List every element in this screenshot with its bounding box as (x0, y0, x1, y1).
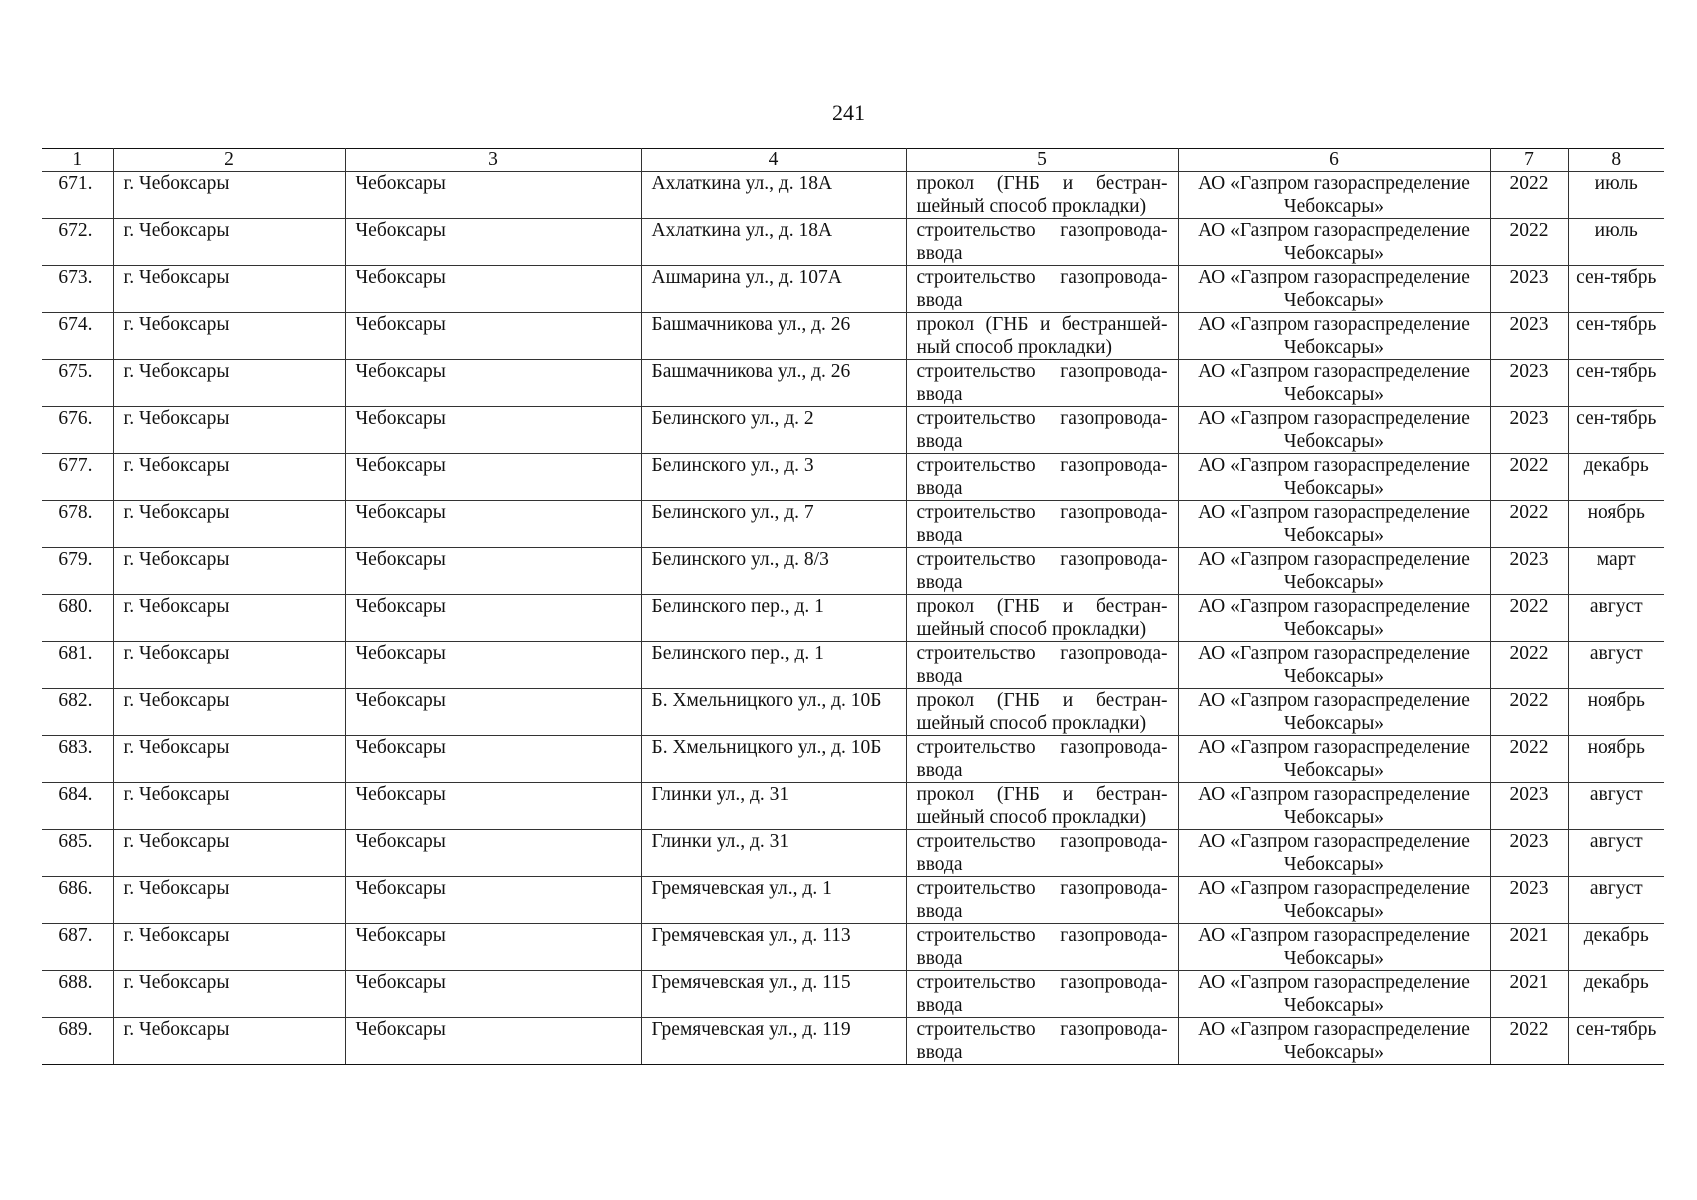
year-cell: 2023 (1490, 877, 1568, 924)
year-cell: 2023 (1490, 266, 1568, 313)
row-number-cell: 675. (42, 360, 113, 407)
city-cell: г. Чебоксары (113, 783, 345, 830)
column-header: 7 (1490, 149, 1568, 172)
year-cell: 2022 (1490, 219, 1568, 266)
work-type-cell: строительство газопровода-ввода (906, 877, 1178, 924)
city-cell: г. Чебоксары (113, 689, 345, 736)
settlement-cell: Чебоксары (345, 454, 641, 501)
row-number-cell: 686. (42, 877, 113, 924)
row-number-cell: 678. (42, 501, 113, 548)
organization-cell: АО «Газпром газораспределение Чебоксары» (1178, 924, 1490, 971)
address-cell: Б. Хмельницкого ул., д. 10Б (641, 736, 906, 783)
table-row (42, 830, 1664, 877)
work-type-cell: строительство газопровода-ввода (906, 736, 1178, 783)
city-cell: г. Чебоксары (113, 924, 345, 971)
address-cell: Гремячевская ул., д. 113 (641, 924, 906, 971)
organization-cell: АО «Газпром газораспределение Чебоксары» (1178, 548, 1490, 595)
city-cell: г. Чебоксары (113, 454, 345, 501)
year-cell: 2023 (1490, 360, 1568, 407)
month-cell: июль (1568, 219, 1664, 266)
city-cell: г. Чебоксары (113, 1018, 345, 1065)
month-cell: август (1568, 783, 1664, 830)
month-cell: июль (1568, 172, 1664, 219)
work-type-cell: строительство газопровода-ввода (906, 360, 1178, 407)
city-cell: г. Чебоксары (113, 219, 345, 266)
month-cell: август (1568, 595, 1664, 642)
work-type-cell: строительство газопровода-ввода (906, 924, 1178, 971)
month-cell: декабрь (1568, 454, 1664, 501)
year-cell: 2022 (1490, 1018, 1568, 1065)
address-cell: Белинского ул., д. 8/3 (641, 548, 906, 595)
work-type-cell: прокол (ГНБ и бестраншей-ный способ прокладки) (906, 313, 1178, 360)
city-cell: г. Чебоксары (113, 548, 345, 595)
settlement-cell: Чебоксары (345, 266, 641, 313)
row-number-cell: 674. (42, 313, 113, 360)
year-cell: 2023 (1490, 548, 1568, 595)
organization-cell: АО «Газпром газораспределение Чебоксары» (1178, 219, 1490, 266)
table-row (42, 313, 1664, 360)
city-cell: г. Чебоксары (113, 172, 345, 219)
month-cell: сен-тябрь (1568, 266, 1664, 313)
table-row (42, 266, 1664, 313)
settlement-cell: Чебоксары (345, 924, 641, 971)
month-cell: декабрь (1568, 971, 1664, 1018)
organization-cell: АО «Газпром газораспределение Чебоксары» (1178, 360, 1490, 407)
city-cell: г. Чебоксары (113, 877, 345, 924)
settlement-cell: Чебоксары (345, 830, 641, 877)
table-row (42, 924, 1664, 971)
address-cell: Глинки ул., д. 31 (641, 830, 906, 877)
year-cell: 2022 (1490, 501, 1568, 548)
row-number-cell: 684. (42, 783, 113, 830)
row-number-cell: 676. (42, 407, 113, 454)
city-cell: г. Чебоксары (113, 313, 345, 360)
row-number-cell: 671. (42, 172, 113, 219)
city-cell: г. Чебоксары (113, 501, 345, 548)
month-cell: август (1568, 877, 1664, 924)
city-cell: г. Чебоксары (113, 642, 345, 689)
table-row (42, 689, 1664, 736)
year-cell: 2022 (1490, 689, 1568, 736)
settlement-cell: Чебоксары (345, 595, 641, 642)
row-number-cell: 685. (42, 830, 113, 877)
organization-cell: АО «Газпром газораспределение Чебоксары» (1178, 266, 1490, 313)
column-number-row (42, 149, 1664, 172)
year-cell: 2021 (1490, 924, 1568, 971)
settlement-cell: Чебоксары (345, 783, 641, 830)
month-cell: ноябрь (1568, 736, 1664, 783)
year-cell: 2022 (1490, 454, 1568, 501)
settlement-cell: Чебоксары (345, 313, 641, 360)
organization-cell: АО «Газпром газораспределение Чебоксары» (1178, 877, 1490, 924)
city-cell: г. Чебоксары (113, 360, 345, 407)
month-cell: сен-тябрь (1568, 313, 1664, 360)
table-row (42, 736, 1664, 783)
address-cell: Глинки ул., д. 31 (641, 783, 906, 830)
row-number-cell: 681. (42, 642, 113, 689)
settlement-cell: Чебоксары (345, 971, 641, 1018)
organization-cell: АО «Газпром газораспределение Чебоксары» (1178, 407, 1490, 454)
column-header: 6 (1178, 149, 1490, 172)
address-cell: Башмачникова ул., д. 26 (641, 360, 906, 407)
settlement-cell: Чебоксары (345, 877, 641, 924)
year-cell: 2022 (1490, 736, 1568, 783)
work-type-cell: строительство газопровода-ввода (906, 454, 1178, 501)
row-number-cell: 682. (42, 689, 113, 736)
settlement-cell: Чебоксары (345, 172, 641, 219)
work-type-cell: прокол (ГНБ и бестран-шейный способ прокладки) (906, 172, 1178, 219)
work-type-cell: строительство газопровода-ввода (906, 830, 1178, 877)
row-number-cell: 673. (42, 266, 113, 313)
work-type-cell: строительство газопровода-ввода (906, 548, 1178, 595)
address-cell: Ахлаткина ул., д. 18А (641, 172, 906, 219)
works-table (42, 148, 1664, 1065)
organization-cell: АО «Газпром газораспределение Чебоксары» (1178, 313, 1490, 360)
row-number-cell: 679. (42, 548, 113, 595)
settlement-cell: Чебоксары (345, 360, 641, 407)
work-type-cell: строительство газопровода-ввода (906, 642, 1178, 689)
work-type-cell: строительство газопровода-ввода (906, 1018, 1178, 1065)
table-row (42, 877, 1664, 924)
settlement-cell: Чебоксары (345, 219, 641, 266)
settlement-cell: Чебоксары (345, 548, 641, 595)
table-row (42, 172, 1664, 219)
row-number-cell: 683. (42, 736, 113, 783)
city-cell: г. Чебоксары (113, 595, 345, 642)
column-header: 4 (641, 149, 906, 172)
address-cell: Гремячевская ул., д. 1 (641, 877, 906, 924)
organization-cell: АО «Газпром газораспределение Чебоксары» (1178, 830, 1490, 877)
work-type-cell: прокол (ГНБ и бестран-шейный способ прокладки) (906, 595, 1178, 642)
settlement-cell: Чебоксары (345, 1018, 641, 1065)
row-number-cell: 689. (42, 1018, 113, 1065)
organization-cell: АО «Газпром газораспределение Чебоксары» (1178, 971, 1490, 1018)
table-row (42, 219, 1664, 266)
year-cell: 2023 (1490, 313, 1568, 360)
table-row (42, 407, 1664, 454)
year-cell: 2023 (1490, 830, 1568, 877)
city-cell: г. Чебоксары (113, 266, 345, 313)
column-header: 2 (113, 149, 345, 172)
work-type-cell: прокол (ГНБ и бестран-шейный способ прокладки) (906, 689, 1178, 736)
row-number-cell: 688. (42, 971, 113, 1018)
month-cell: август (1568, 830, 1664, 877)
organization-cell: АО «Газпром газораспределение Чебоксары» (1178, 642, 1490, 689)
address-cell: Белинского ул., д. 3 (641, 454, 906, 501)
work-type-cell: строительство газопровода-ввода (906, 971, 1178, 1018)
year-cell: 2023 (1490, 407, 1568, 454)
organization-cell: АО «Газпром газораспределение Чебоксары» (1178, 501, 1490, 548)
table-row (42, 595, 1664, 642)
month-cell: сен-тябрь (1568, 1018, 1664, 1065)
column-header: 5 (906, 149, 1178, 172)
month-cell: декабрь (1568, 924, 1664, 971)
settlement-cell: Чебоксары (345, 736, 641, 783)
table-row (42, 642, 1664, 689)
settlement-cell: Чебоксары (345, 501, 641, 548)
address-cell: Белинского ул., д. 7 (641, 501, 906, 548)
organization-cell: АО «Газпром газораспределение Чебоксары» (1178, 454, 1490, 501)
address-cell: Гремячевская ул., д. 119 (641, 1018, 906, 1065)
city-cell: г. Чебоксары (113, 830, 345, 877)
row-number-cell: 672. (42, 219, 113, 266)
month-cell: сен-тябрь (1568, 407, 1664, 454)
table-row (42, 971, 1664, 1018)
city-cell: г. Чебоксары (113, 736, 345, 783)
page-number: 241 (832, 100, 865, 125)
city-cell: г. Чебоксары (113, 407, 345, 454)
address-cell: Башмачникова ул., д. 26 (641, 313, 906, 360)
month-cell: ноябрь (1568, 501, 1664, 548)
month-cell: август (1568, 642, 1664, 689)
table-row (42, 1018, 1664, 1065)
column-header: 3 (345, 149, 641, 172)
column-header: 1 (42, 149, 113, 172)
work-type-cell: строительство газопровода-ввода (906, 501, 1178, 548)
address-cell: Белинского ул., д. 2 (641, 407, 906, 454)
address-cell: Ахлаткина ул., д. 18А (641, 219, 906, 266)
organization-cell: АО «Газпром газораспределение Чебоксары» (1178, 1018, 1490, 1065)
address-cell: Белинского пер., д. 1 (641, 595, 906, 642)
settlement-cell: Чебоксары (345, 642, 641, 689)
address-cell: Ашмарина ул., д. 107А (641, 266, 906, 313)
work-type-cell: строительство газопровода-ввода (906, 219, 1178, 266)
table-row (42, 548, 1664, 595)
year-cell: 2022 (1490, 642, 1568, 689)
city-cell: г. Чебоксары (113, 971, 345, 1018)
year-cell: 2023 (1490, 783, 1568, 830)
organization-cell: АО «Газпром газораспределение Чебоксары» (1178, 172, 1490, 219)
organization-cell: АО «Газпром газораспределение Чебоксары» (1178, 595, 1490, 642)
work-type-cell: строительство газопровода-ввода (906, 266, 1178, 313)
table-body (42, 172, 1664, 1065)
table-row (42, 783, 1664, 830)
address-cell: Гремячевская ул., д. 115 (641, 971, 906, 1018)
year-cell: 2022 (1490, 172, 1568, 219)
table-row (42, 454, 1664, 501)
row-number-cell: 677. (42, 454, 113, 501)
table-row (42, 360, 1664, 407)
year-cell: 2021 (1490, 971, 1568, 1018)
year-cell: 2022 (1490, 595, 1568, 642)
month-cell: ноябрь (1568, 689, 1664, 736)
organization-cell: АО «Газпром газораспределение Чебоксары» (1178, 689, 1490, 736)
address-cell: Б. Хмельницкого ул., д. 10Б (641, 689, 906, 736)
organization-cell: АО «Газпром газораспределение Чебоксары» (1178, 783, 1490, 830)
month-cell: сен-тябрь (1568, 360, 1664, 407)
settlement-cell: Чебоксары (345, 689, 641, 736)
address-cell: Белинского пер., д. 1 (641, 642, 906, 689)
month-cell: март (1568, 548, 1664, 595)
settlement-cell: Чебоксары (345, 407, 641, 454)
work-type-cell: прокол (ГНБ и бестран-шейный способ прокладки) (906, 783, 1178, 830)
row-number-cell: 680. (42, 595, 113, 642)
row-number-cell: 687. (42, 924, 113, 971)
work-type-cell: строительство газопровода-ввода (906, 407, 1178, 454)
column-header: 8 (1568, 149, 1664, 172)
table-row (42, 501, 1664, 548)
organization-cell: АО «Газпром газораспределение Чебоксары» (1178, 736, 1490, 783)
